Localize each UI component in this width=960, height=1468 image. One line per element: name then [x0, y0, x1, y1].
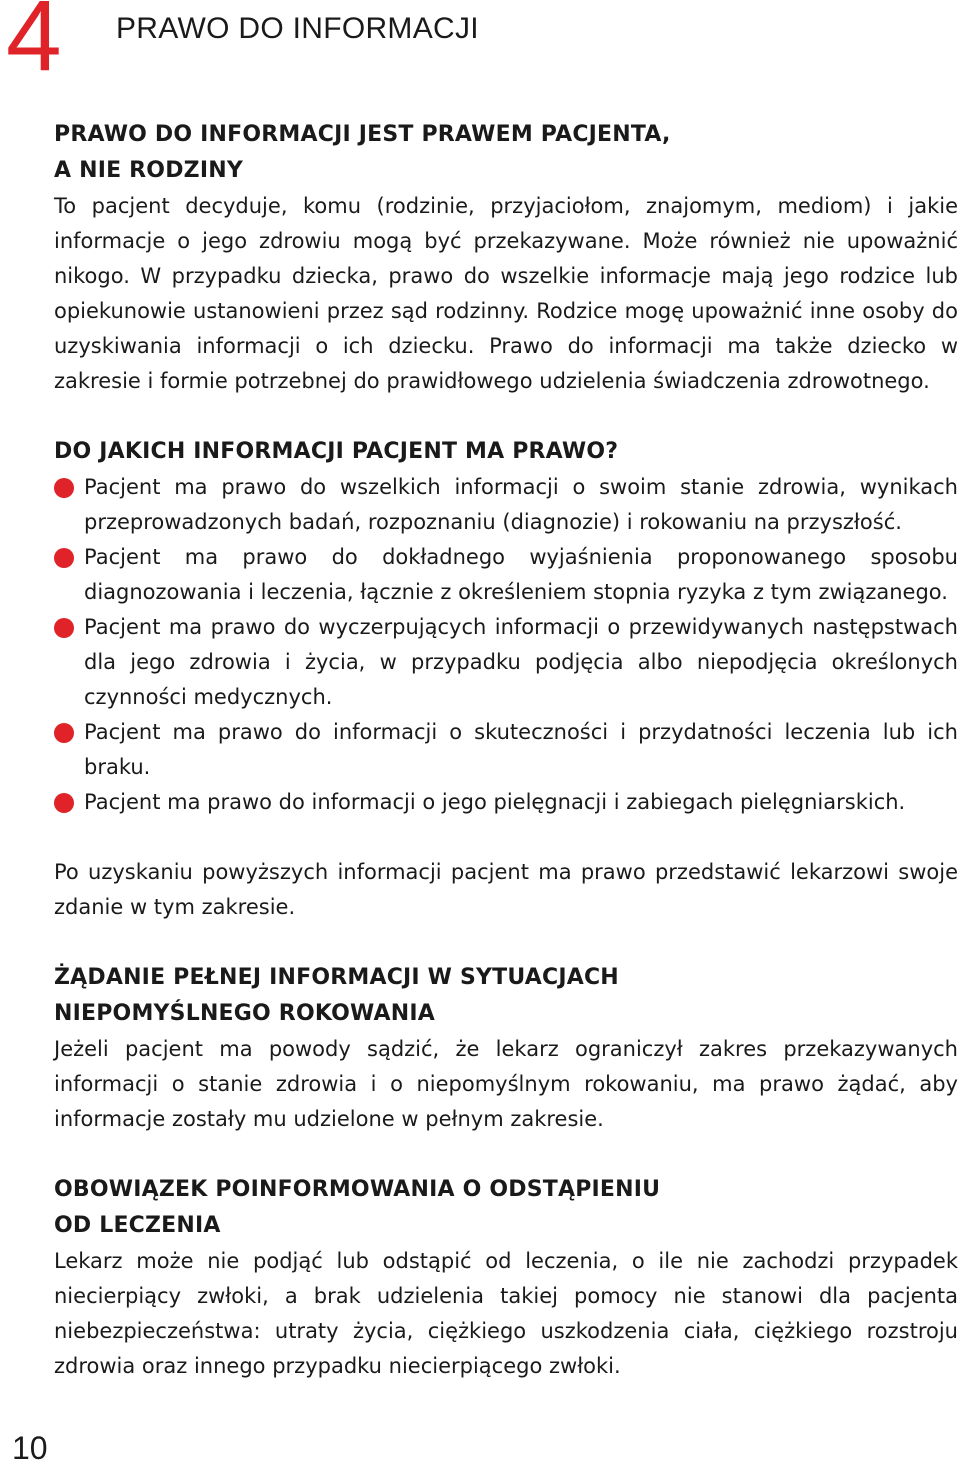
list-item-text: Pacjent ma prawo do informacji o jego pielęgnacji i zabiegach pielęgniarskich.: [84, 790, 906, 814]
section-body: To pacjent decyduje, komu (rodzinie, przyjaciołom, znajomym, mediom) i jakie informacje o jego zdrowiu mogą być przekazywane. Może również nie upoważnić nikogo. W przypadku dziecka, prawo do wszelkie informacje mają jego rodzice lub opiekunowie ustanowieni przez sąd rodzinny. Rodzice mogę upoważnić inne osoby do uzyskiwania informacji o ich dziecku. Prawo do informacji ma także dziecko w zakresie i formie potrzebnej do prawidłowego udzielenia świadczenia zdrowotnego.: [54, 194, 958, 393]
heading-line: OD LECZENIA: [54, 1213, 221, 1238]
section-scope-of-information: [54, 434, 958, 820]
list-item-text: Pacjent ma prawo do dokładnego wyjaśnienia proponowanego sposobu diagnozowania i leczenia, łącznie z określeniem stopnia ryzyka z tym związanego.: [84, 545, 958, 604]
bullet-dot-icon: [54, 793, 74, 813]
chapter-title: PRAWO DO INFORMACJI: [116, 12, 479, 45]
chapter-number: 4: [6, 0, 58, 92]
section-heading: [54, 434, 958, 470]
heading-line: DO JAKICH INFORMACJI PACJENT MA PRAWO?: [54, 439, 619, 464]
section-heading: [54, 960, 958, 1032]
page-content: [54, 117, 958, 1419]
section-patient-opinion: [54, 855, 958, 925]
section-full-information-request: [54, 960, 958, 1137]
list-item: [54, 715, 958, 785]
bullet-dot-icon: [54, 478, 74, 498]
heading-line: OBOWIĄZEK POINFORMOWANIA O ODSTĄPIENIU: [54, 1177, 661, 1202]
section-withdrawal-notice: [54, 1172, 958, 1384]
heading-line: PRAWO DO INFORMACJI JEST PRAWEM PACJENTA,: [54, 122, 671, 147]
list-item: [54, 610, 958, 715]
list-item-text: Pacjent ma prawo do wyczerpujących informacji o przewidywanych następstwach dla jego zdrowia i życia, w przypadku podjęcia albo niepodjęcia określonych czynności medycznych.: [84, 615, 958, 709]
heading-line: ŻĄDANIE PEŁNEJ INFORMACJI W SYTUACJACH: [54, 965, 619, 990]
heading-line: A NIE RODZINY: [54, 158, 243, 183]
heading-line: NIEPOMYŚLNEGO ROKOWANIA: [54, 1001, 435, 1026]
list-item: [54, 470, 958, 540]
bullet-dot-icon: [54, 618, 74, 638]
list-item: [54, 540, 958, 610]
list-item-text: Pacjent ma prawo do wszelkich informacji o swoim stanie zdrowia, wynikach przeprowadzonych badań, rozpoznaniu (diagnozie) i rokowaniu na przyszłość.: [84, 475, 958, 534]
section-body: Lekarz może nie podjąć lub odstąpić od leczenia, o ile nie zachodzi przypadek niecierpiący zwłoki, a brak udzielenia takiej pomocy nie stanowi dla pacjenta niebezpieczeństwa: utraty życia, ciężkiego uszkodzenia ciała, ciężkiego rozstroju zdrowia oraz innego przypadku niecierpiącego zwłoki.: [54, 1249, 958, 1378]
list-item: [54, 785, 958, 820]
section-heading: [54, 117, 958, 189]
list-item-text: Pacjent ma prawo do informacji o skuteczności i przydatności leczenia lub ich braku.: [84, 720, 958, 779]
section-body: Po uzyskaniu powyższych informacji pacjent ma prawo przedstawić lekarzowi swoje zdanie w tym zakresie.: [54, 860, 958, 919]
rights-list: [54, 470, 958, 820]
section-right-to-information: [54, 117, 958, 399]
page-number: 10: [12, 1430, 48, 1466]
section-heading: [54, 1172, 958, 1244]
section-body: Jeżeli pacjent ma powody sądzić, że lekarz ograniczył zakres przekazywanych informacji o stanie zdrowia i o niepomyślnym rokowaniu, ma prawo żądać, aby informacje zostały mu udzielone w pełnym zakresie.: [54, 1037, 958, 1131]
bullet-dot-icon: [54, 548, 74, 568]
bullet-dot-icon: [54, 723, 74, 743]
